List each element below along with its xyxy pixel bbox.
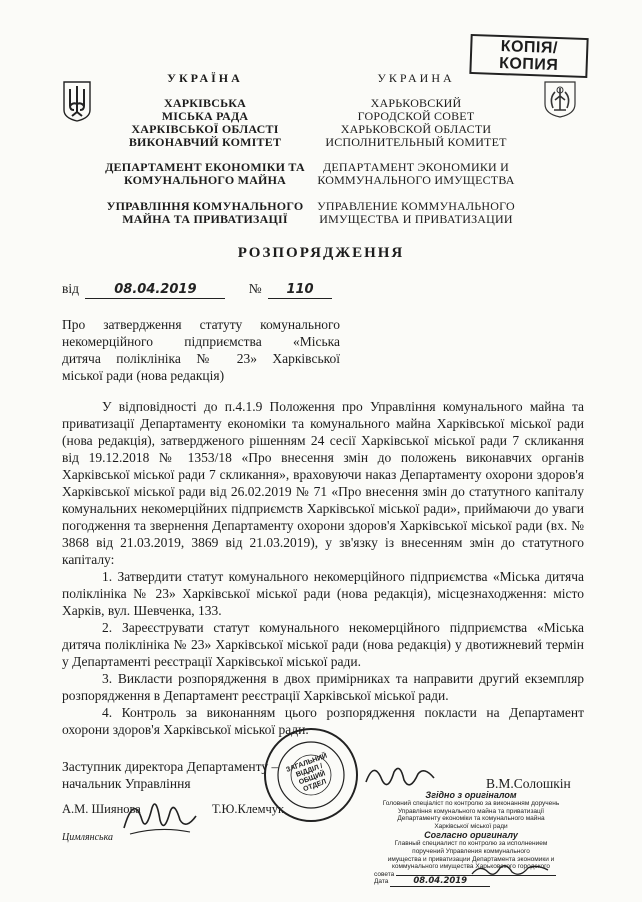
- signatory-position-line-2: начальник Управління: [62, 776, 191, 791]
- coat-of-arms-icon: [62, 80, 92, 122]
- document-subject: [62, 316, 340, 384]
- header-ru-council-4: ИСПОЛНИТЕЛЬНЫЙ КОМИТЕТ: [325, 135, 507, 149]
- document-title: РОЗПОРЯДЖЕННЯ: [237, 245, 405, 261]
- original-stamp-sovet-label: совета: [374, 870, 395, 878]
- original-stamp-ru-3: имущества и приватизации Департамента экономики и: [387, 855, 555, 863]
- original-stamp-ua-2: Управління комунального майна та приватизації: [397, 807, 545, 815]
- preamble-paragraph: У відповідності до п.4.1.9 Положення про Управління комунального майна та приватизації Департаменту економіки та комунального майна Харківської міської ради (нова редакція), затвердженого рішенням 24 сесії Харківської міської ради 7 скликання від 19.12.2018 № 1353/18 «Про внесення змін до положень виконавчих органів Харківської міської ради 7 скликання», враховуючи наказ Департаменту охорони здоров'я Харківської міської ради від 26.02.2019 № 71 «Про внесення змін до статутного капіталу комунальних некомерційних підприємств Харківської міської ради», приймаючи до уваги погодження та звернення Департаменту охорони здоров'я Харківської міської ради (вх. № 3868 від 21.03.2019, 3869 від 21.03.2019), у зв'язку із внесенням змін до статутного капіталу:: [62, 399, 584, 567]
- document-date: 08.04.2019: [114, 282, 197, 297]
- header-ru-council-1: ХАРЬКОВСКИЙ: [370, 96, 462, 110]
- header-ru-council-3: ХАРЬКОВСКОЙ ОБЛАСТИ: [340, 122, 492, 136]
- document-number: 110: [286, 282, 314, 297]
- approval-name-3: Цимлянська: [62, 832, 113, 843]
- original-stamp-heading: Згідно з оригіналом: [425, 790, 517, 800]
- date-label: від: [62, 281, 79, 296]
- original-stamp-signature: [470, 862, 550, 885]
- round-stamp-text: ЗАГАЛЬНИЙ ВІДДІЛ / ОБЩИЙ ОТДЕЛ: [285, 752, 329, 794]
- header-ru-country: УКРАИНА: [377, 71, 455, 85]
- subject-line-2: некомерційного підприємства «Міська: [62, 334, 340, 349]
- original-stamp-ua-1: Головний спеціаліст по контролю за виконанням доручень: [382, 800, 560, 807]
- item-4: 4. Контроль за виконанням цього розпорядження покласти на Департамент охорони здоров'я Харківської міської ради.: [62, 705, 584, 737]
- header-ru-department-1: ДЕПАРТАМЕНТ ЭКОНОМИКИ И: [323, 160, 509, 174]
- original-stamp-ua-3: Департаменту економіки та комунального майна: [397, 815, 545, 823]
- original-stamp-date-label: Дата: [374, 878, 389, 886]
- original-stamp-ru-2: поручений Управления коммунального: [412, 847, 530, 855]
- item-1: 1. Затвердити статут комунального некомерційного підприємства «Міська дитяча поліклініка № 23» Харківської міської ради (нова редакція), місцезнаходження: місто Харків, вул. Шевченка, 133.: [62, 569, 584, 618]
- header-ua-department-2: КОМУНАЛЬНОГО МАЙНА: [123, 173, 286, 187]
- original-stamp-date: 08.04.2019: [413, 876, 468, 887]
- header-ru-council-2: ГОРОДСКОЙ СОВЕТ: [357, 109, 475, 123]
- approval-name-2: Т.Ю.Клемчук: [212, 802, 285, 816]
- header-ua-council-3: ХАРКІВСЬКОЇ ОБЛАСТІ: [131, 122, 279, 136]
- header-ua: [100, 72, 310, 226]
- header-ru-department-2: КОММУНАЛЬНОГО ИМУЩЕСТВА: [317, 173, 515, 187]
- date-number-row: [62, 280, 362, 299]
- header-ua-council-1: ХАРКІВСЬКА: [163, 96, 246, 110]
- document-body: [62, 398, 584, 738]
- city-emblem-icon: [543, 80, 577, 118]
- header-ru: [310, 72, 522, 226]
- subject-line-4: міської ради (нова редакція): [62, 368, 225, 383]
- header-ua-council-2: МІСЬКА РАДА: [161, 109, 249, 123]
- original-stamp-ua-4: Харківської міської ради: [434, 822, 508, 830]
- original-stamp-heading-2: Согласно оригиналу: [424, 830, 518, 841]
- item-3: 3. Викласти розпорядження в двох примірниках та направити другий екземпляр розпорядження в Департамент реєстрації Харківської міської ради.: [62, 671, 584, 703]
- item-2: 2. Зареєструвати статут комунального некомерційного підприємства «Міська дитяча поліклініка № 23» Харківської міської ради (нова редакція) у двотижневий термін у Департаменті реєстрації Харківської міської ради.: [62, 620, 584, 669]
- approval-signature: [120, 790, 200, 845]
- signatory-position-line-1: Заступник директора Департаменту –: [62, 759, 279, 774]
- number-label: №: [248, 281, 262, 296]
- header-ua-department-1: ДЕПАРТАМЕНТ ЕКОНОМІКИ ТА: [105, 160, 305, 174]
- header-ru-management-1: УПРАВЛЕНИЕ КОММУНАЛЬНОГО: [317, 199, 515, 213]
- subject-line-3: дитяча поліклініка № 23» Харківської: [62, 351, 340, 366]
- round-stamp: [262, 726, 360, 824]
- header-ua-council-4: ВИКОНАВЧИЙ КОМІТЕТ: [128, 135, 282, 149]
- header-ua-management-1: УПРАВЛІННЯ КОМУНАЛЬНОГО: [106, 199, 304, 213]
- header-ua-management-2: МАЙНА ТА ПРИВАТИЗАЦІЇ: [122, 212, 288, 226]
- original-stamp-ru-1: Главный специалист по контролю за исполнением: [394, 840, 548, 848]
- signatory-name: В.М.Солошкін: [486, 776, 571, 791]
- approval-name-1: А.М. Шиянова: [62, 802, 141, 816]
- copy-stamp-ua: КОПІЯ/: [500, 38, 559, 57]
- copy-stamp-ru: КОПИЯ: [498, 54, 559, 75]
- subject-line-1: Про затвердження статуту комунального: [62, 317, 340, 332]
- header-ru-management-2: ИМУЩЕСТВА И ПРИВАТИЗАЦИИ: [319, 212, 513, 226]
- original-stamp-ru-4: коммунального имущества Харьковского городского: [391, 863, 550, 871]
- header-ua-country: УКРАЇНА: [167, 71, 243, 85]
